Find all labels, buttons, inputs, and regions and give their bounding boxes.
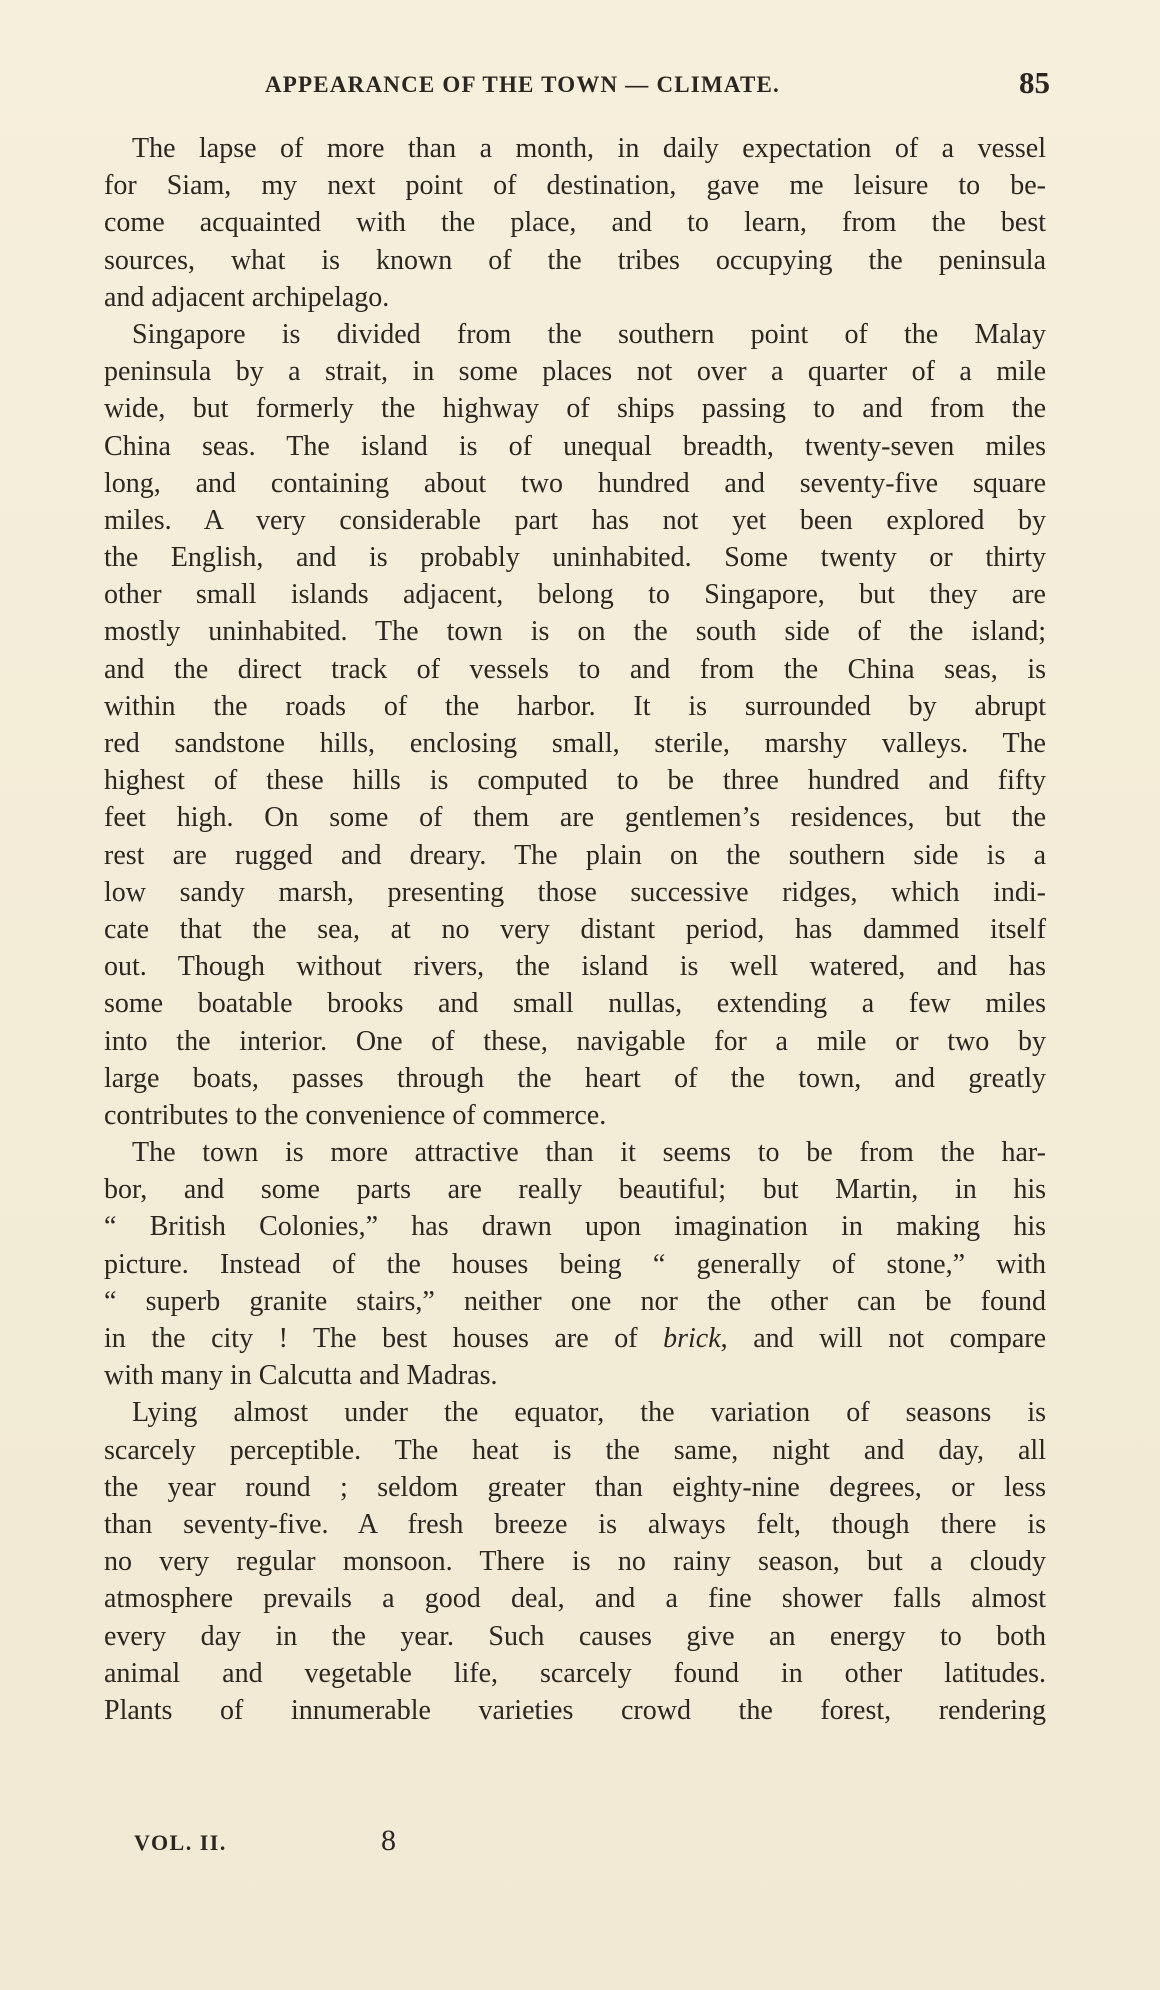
text-line: highest of these hills is computed to be three hundred and fifty (104, 765, 1046, 797)
text-line: feet high. On some of them are gentlemen’s residences, but the (104, 802, 1046, 834)
text-line: picture. Instead of the houses being “ generally of stone,” with (104, 1248, 1046, 1280)
text-line: some boatable brooks and small nullas, extending a few miles (104, 988, 1046, 1020)
page-header (100, 65, 1050, 108)
text-line: sources, what is known of the tribes occupying the peninsula (104, 244, 1046, 276)
text-line: Plants of innumerable varieties crowd the forest, rendering (104, 1694, 1046, 1726)
text-line: mostly uninhabited. The town is on the south side of the island; (104, 616, 1046, 648)
body-text (104, 130, 1046, 1729)
page-number: 85 (1019, 65, 1050, 100)
text-line: the year round ; seldom greater than eighty-nine degrees, or less (104, 1471, 1046, 1503)
text-line: China seas. The island is of unequal breadth, twenty-seven miles (104, 430, 1046, 462)
text-line: long, and containing about two hundred and seventy-five square (104, 467, 1046, 499)
running-head: APPEARANCE OF THE TOWN — CLIMATE. (265, 72, 780, 97)
text-line: into the interior. One of these, navigable for a mile or two by (104, 1025, 1046, 1057)
text-line: The lapse of more than a month, in daily expectation of a vessel (132, 133, 1046, 164)
text-line: and the direct track of vessels to and from the China seas, is (104, 653, 1046, 685)
text-line: for Siam, my next point of destination, gave me leisure to be- (104, 170, 1046, 202)
text-line: contributes to the convenience of commerce. (104, 1099, 607, 1131)
text-line: “ British Colonies,” has drawn upon imagination in making his (104, 1211, 1046, 1243)
text-line: other small islands adjacent, belong to Singapore, but they are (104, 579, 1046, 611)
text-line: low sandy marsh, presenting those successive ridges, which indi- (104, 876, 1046, 908)
text-line: Singapore is divided from the southern point of the Malay (132, 318, 1046, 350)
text-line: no very regular monsoon. There is no rainy season, but a cloudy (104, 1546, 1046, 1578)
text-line: large boats, passes through the heart of the town, and greatly (104, 1062, 1046, 1094)
text-line: in the city ! The best houses are of brick, and will not compare (104, 1323, 1046, 1354)
text-line: out. Though without rivers, the island is well watered, and has (104, 951, 1046, 983)
text-line: “ superb granite stairs,” neither one nor the other can be found (104, 1285, 1046, 1317)
text-line: every day in the year. Such causes give an energy to both (104, 1620, 1046, 1652)
text-line: atmosphere prevails a good deal, and a fine shower falls almost (104, 1583, 1046, 1615)
text-line: with many in Calcutta and Madras. (104, 1360, 498, 1392)
text-line: animal and vegetable life, scarcely found in other latitudes. (104, 1657, 1046, 1689)
text-line: red sandstone hills, enclosing small, sterile, marshy valleys. The (104, 728, 1046, 759)
text-line: peninsula by a strait, in some places not over a quarter of a mile (104, 356, 1046, 388)
emphasis-brick: brick (663, 1323, 721, 1354)
text-line: Lying almost under the equator, the variation of seasons is (132, 1397, 1046, 1429)
text-line: The town is more attractive than it seems to be from the har- (132, 1137, 1046, 1169)
text-line: and adjacent archipelago. (104, 281, 390, 313)
text-line: come acquainted with the place, and to learn, from the best (104, 207, 1046, 239)
text-line: than seventy-five. A fresh breeze is always felt, though there is (104, 1508, 1046, 1540)
text-line: the English, and is probably uninhabited. Some twenty or thirty (104, 542, 1046, 574)
text-line: miles. A very considerable part has not yet been explored by (104, 504, 1046, 536)
text-line: scarcely perceptible. The heat is the same, night and day, all (104, 1434, 1046, 1466)
text-line: wide, but formerly the highway of ships passing to and from the (104, 393, 1046, 425)
page-footer (134, 1824, 534, 1870)
text-line: within the roads of the harbor. It is surrounded by abrupt (104, 690, 1046, 722)
text-line: cate that the sea, at no very distant period, has dammed itself (104, 913, 1046, 945)
volume-label: VOL. II. (134, 1830, 227, 1855)
text-line: rest are rugged and dreary. The plain on the southern side is a (104, 839, 1046, 871)
signature-mark: 8 (381, 1824, 396, 1857)
text-line: bor, and some parts are really beautiful; but Martin, in his (104, 1174, 1046, 1206)
